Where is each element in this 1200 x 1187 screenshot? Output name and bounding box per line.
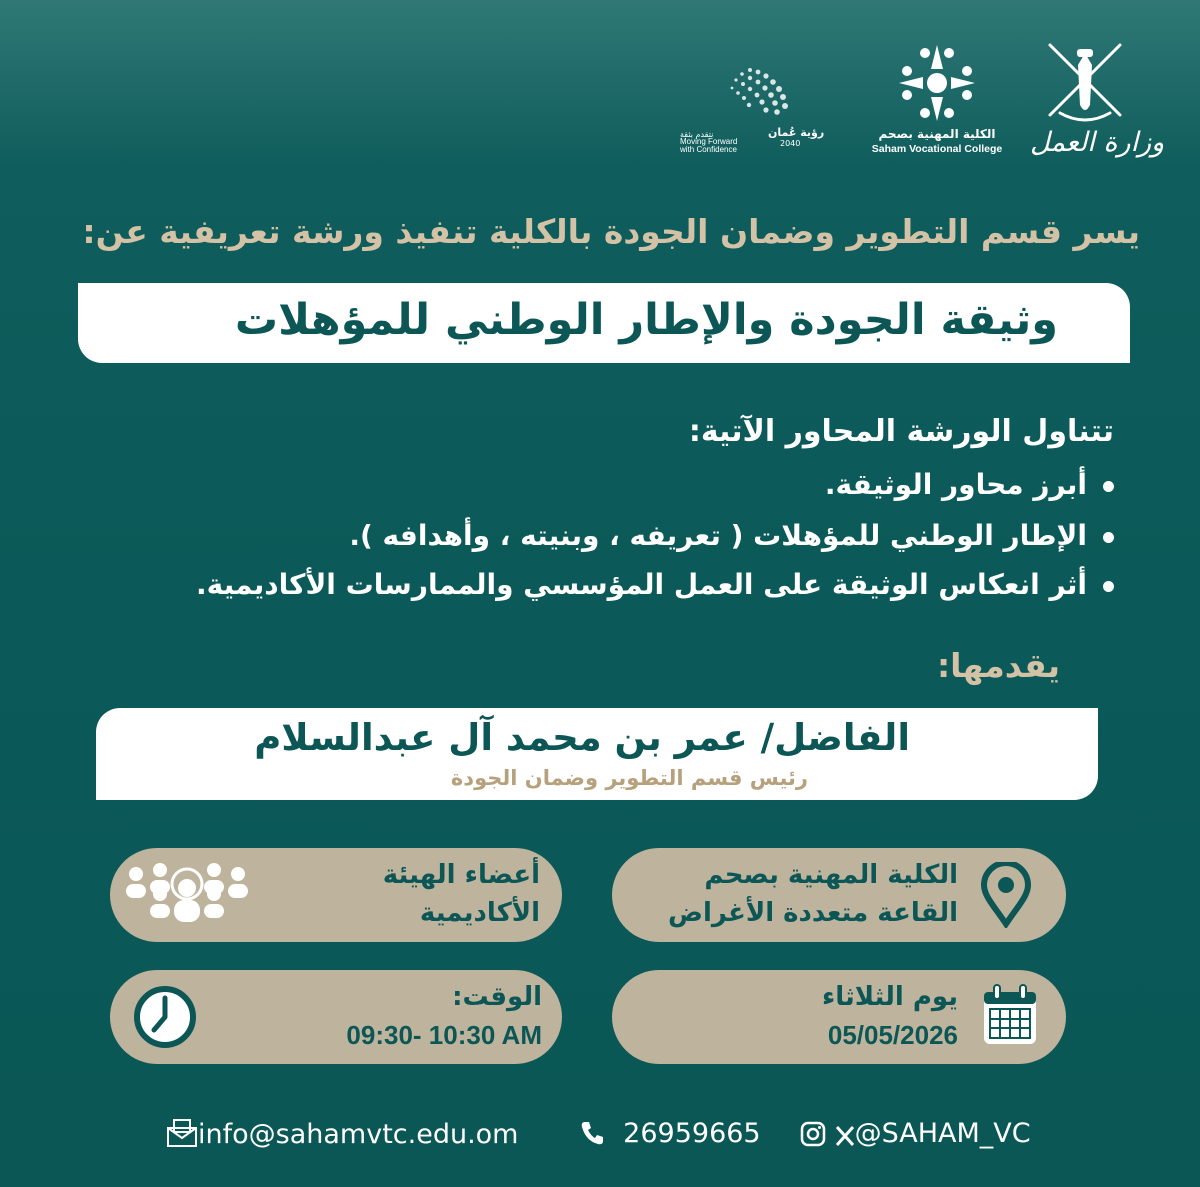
college-emblem-icon [862,40,1012,126]
title-banner [78,283,1130,363]
footer-email[interactable] [166,1118,518,1150]
workshop-title: وثيقة الجودة والإطار الوطني للمؤهلات [234,295,1058,345]
date-pill [612,970,1066,1064]
location-line2: القاعة متعددة الأغراض [668,898,958,928]
topic-text: أبرز محاور الوثيقة. [824,468,1087,501]
audience-line2: الأكاديمية [419,898,540,928]
date-day: يوم الثلاثاء [821,982,958,1012]
group-icon [124,860,250,930]
social-handle-text: @SAHAM_VC [854,1118,1031,1149]
instagram-icon [800,1121,826,1147]
phone-icon [578,1119,606,1147]
topic-item [114,468,1114,501]
bullet-icon [1103,581,1114,592]
location-line1: الكلية المهنية بصحم [704,860,958,890]
moving-forward-line1: Moving Forward [680,137,738,146]
vision-text: رؤية عُمان [768,126,825,139]
ministry-logo [1030,35,1165,165]
location-pin-icon [976,862,1036,928]
x-twitter-icon [835,1125,855,1147]
vision-swirl-icon [680,60,830,130]
bullet-icon [1103,481,1114,492]
topic-item [114,568,1114,601]
email-text: info@sahamvtc.edu.om [198,1119,519,1150]
topic-item [114,519,1114,552]
location-pill [612,848,1066,942]
date-value: 05/05/2026 [827,1020,958,1050]
footer-phone[interactable] [578,1118,761,1149]
moving-forward-english [680,138,737,154]
college-name-english: Saham Vocational College [871,143,1003,155]
khanjar-emblem-icon [1030,35,1140,127]
presenter-card [96,708,1098,800]
oman-vision-logo [680,60,830,155]
college-logo [862,40,1012,160]
clock-icon [132,984,198,1050]
time-label: الوقت: [452,982,542,1012]
audience-line1: أعضاء الهيئة [382,860,540,890]
email-icon [166,1118,198,1148]
time-pill [110,970,562,1064]
topic-text: الإطار الوطني للمؤهلات ( تعريفه ، وبنيته ، وأهدافه ). [349,519,1087,552]
audience-pill [110,848,562,942]
intro-text: يسر قسم التطوير وضمان الجودة بالكلية تنفيذ ورشة تعريفية عن: [82,212,1140,251]
time-value: 09:30- 10:30 AM [346,1020,542,1050]
ministry-name: وزارة العمل [1030,127,1165,158]
presenter-role: رئيس قسم التطوير وضمان الجودة [450,766,808,790]
topic-text: أثر انعكاس الوثيقة على العمل المؤسسي والممارسات الأكاديمية. [195,568,1087,601]
calendar-icon [980,982,1040,1048]
phone-text: 26959665 [623,1118,761,1149]
bullet-icon [1103,532,1114,543]
presenter-heading: يقدمها: [936,646,1060,685]
topics-heading: تتناول الورشة المحاور الآتية: [688,414,1114,449]
moving-forward-arabic: نتقدم بثقة [680,130,714,139]
footer-social[interactable] [800,1118,1031,1149]
presenter-name: الفاضل/ عمر بن محمد آل عبدالسلام [254,716,910,759]
moving-forward-line2: with Confidence [680,145,737,154]
vision-year: 2040 [780,139,801,148]
college-name-arabic: الكلية المهنية بصحم [878,127,996,141]
